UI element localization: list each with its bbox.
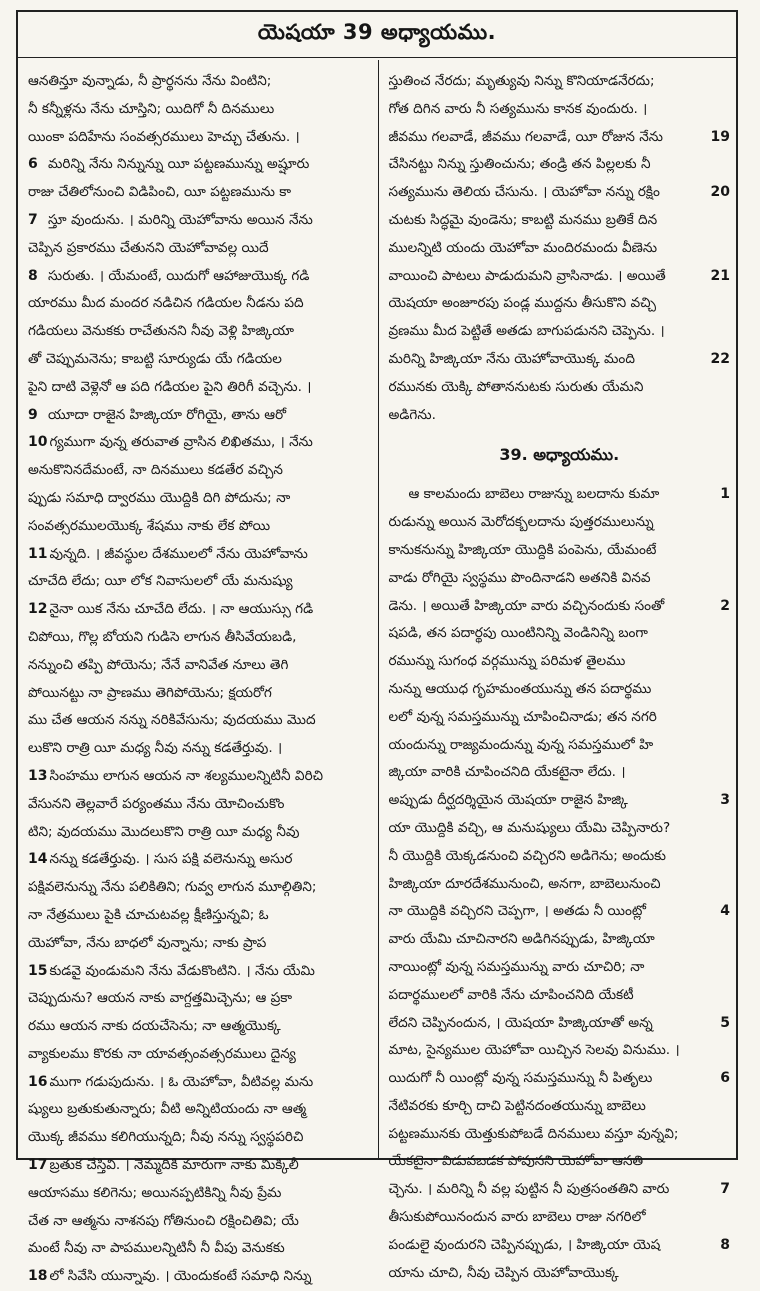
line-text: యెహోవా, నేను బాధలో వున్నాను; నాకు ప్రాప bbox=[28, 934, 267, 951]
text-line bbox=[28, 541, 370, 569]
text-line bbox=[28, 958, 370, 986]
text-line bbox=[389, 263, 731, 291]
line-text: పదార్థములలో వారికి నేను చూపించనిది యేకటీ bbox=[388, 986, 634, 1003]
line-text: చూచేది లేదు; యీ లోక నివాసులలో యే మనుష్యు bbox=[28, 573, 293, 590]
text-columns bbox=[18, 60, 736, 1285]
text-line bbox=[28, 652, 370, 680]
text-line bbox=[28, 235, 370, 263]
line-text: పట్టణమునకు యెత్తుకుపోబడే దినములు వస్తూ వున్నవి; bbox=[388, 1125, 679, 1142]
line-text: కుడవై వుండుమని నేను వేడుకొంటిని. । నేను యేమి bbox=[49, 962, 315, 979]
line-text: వాడు రోగియై స్వస్థము పొందినాడని అతనికి వినవ bbox=[388, 569, 651, 586]
verse-number: 7 bbox=[718, 1176, 730, 1204]
text-line bbox=[389, 1010, 731, 1038]
text-line bbox=[28, 429, 370, 457]
text-line bbox=[28, 290, 370, 318]
line-text: ములన్నిటి యందు యెహోవా మందిరమందు వీణెను bbox=[388, 239, 658, 256]
text-line bbox=[28, 96, 370, 124]
text-line bbox=[389, 1037, 731, 1065]
verse-number: 18 bbox=[28, 1268, 48, 1285]
line-text: నన్ను కడతేర్తువు. । సుస పక్షి వలెనున్ను అసుర bbox=[49, 851, 293, 868]
line-text: నా నేత్రములు పైకి చూచుటవల్ల క్షీణిస్తున్నవి; ఓ bbox=[28, 906, 269, 923]
line-text: యారము మీద మందర నడిచిన గడియల నీడను పది bbox=[28, 295, 304, 312]
verse-number: 9 bbox=[28, 406, 38, 423]
verse-number: 7 bbox=[28, 211, 38, 228]
line-text: చ్చెను. । మరిన్ని నీ వల్ల పుట్టిన నీ పుత్రసంతతిని వారు bbox=[388, 1181, 670, 1198]
text-line bbox=[28, 1180, 370, 1208]
line-text: నా యొద్దికి వచ్చిరని చెప్పగా, । అతడు నీ యింట్లో bbox=[388, 903, 647, 920]
text-line bbox=[28, 179, 370, 207]
line-text: మరిన్ని నేను నిన్నున్ను యీ పట్టణమున్ను అష్షూరు bbox=[48, 156, 310, 173]
line-text: పక్షివలెనున్ను నేను పలికితిని; గువ్వ లాగున మూల్గితిని; bbox=[28, 879, 317, 896]
text-line bbox=[389, 787, 731, 815]
line-text: సత్యమును తెలియ చేసును. । యెహోవా నన్ను రక్షిం bbox=[388, 184, 660, 201]
text-line bbox=[389, 68, 731, 96]
line-text: పండులై వుందురని చెప్పినప్పుడు, । హిజ్కియా యెష bbox=[388, 1236, 661, 1253]
line-text: షపడి, తన పదార్థపు యింటినిన్ని వెండినిన్ని బంగా bbox=[388, 625, 648, 642]
text-line bbox=[389, 1065, 731, 1093]
text-line bbox=[28, 707, 370, 735]
chapter-heading: 39. అధ్యాయము. bbox=[499, 445, 620, 465]
text-line bbox=[28, 791, 370, 819]
verse-number: 6 bbox=[28, 156, 38, 173]
right-bottom-text bbox=[389, 481, 731, 1287]
text-line bbox=[389, 898, 731, 926]
text-line bbox=[28, 485, 370, 513]
text-line bbox=[389, 374, 731, 402]
verse-number: 20 bbox=[709, 179, 730, 207]
line-text: మాట, సైన్యముల యెహోవా యిచ్చిన సెలవు వినుము. । bbox=[388, 1042, 680, 1059]
text-line bbox=[28, 680, 370, 708]
text-line bbox=[28, 846, 370, 874]
line-text: యందున్ను రాజ్యమందున్ను వున్న సమస్తములో హి bbox=[388, 736, 654, 753]
text-line bbox=[389, 346, 731, 374]
line-text: చిపోయి, గొల్ల బోయని గుడిసె లాగున తీసివేయబడి, bbox=[28, 628, 297, 645]
line-text: యూదా రాజైన హిజ్కియా రోగియై, తాను ఆరో bbox=[48, 406, 287, 423]
text-line bbox=[389, 235, 731, 263]
line-text: రము ఆయన నాకు దయచేసెను; నా ఆత్మయొక్క bbox=[28, 1018, 281, 1035]
line-text: రమున్ను సుగంధ వర్గమున్ను పరిమళ తైలము bbox=[388, 653, 626, 670]
text-line bbox=[28, 151, 370, 179]
line-text: గడియలు వెనుకకు రాచేతునని నీవు వెళ్లి హిజ్కియా bbox=[28, 323, 294, 340]
line-text: వ్రణము మీద పెట్టితే అతడు బాగుపడునని చెప్పెను. । bbox=[388, 323, 665, 340]
line-text: తో చెప్పుమనెను; కాబట్టి సూర్యుడు యే గడియల bbox=[28, 350, 282, 367]
text-line bbox=[389, 318, 731, 346]
text-line bbox=[389, 537, 731, 565]
line-text: ముగా గడుపుదును. । ఓ యెహోవా, వీటివల్ల మను bbox=[49, 1073, 314, 1090]
text-line bbox=[28, 985, 370, 1013]
verse-number: 14 bbox=[28, 851, 48, 868]
text-line bbox=[389, 843, 731, 871]
line-text: ఆనతిన్తూ వున్నాడు, నీ ప్రార్థనను నేను వింటిని; bbox=[28, 73, 272, 89]
verse-number: 21 bbox=[709, 263, 730, 291]
line-text: చుటకు సిద్ధమై వుండెను; కాబట్టి మనము బ్రతికే దిన bbox=[388, 211, 658, 228]
text-line bbox=[389, 124, 731, 152]
text-line bbox=[389, 96, 731, 124]
text-line bbox=[28, 1235, 370, 1263]
text-line bbox=[389, 593, 731, 621]
line-text: రాజు చేతిలోనుంచి విడిపించి, యీ పట్టణమును కా bbox=[28, 184, 292, 201]
line-text: చెప్పుదును? ఆయన నాకు వాగ్దత్తమిచ్చెను; ఆ ప్రకా bbox=[28, 990, 293, 1007]
line-text: నీ కన్నీళ్లను నేను చూస్తిని; యిదిగో నీ దినములు bbox=[28, 100, 275, 117]
text-line bbox=[389, 926, 731, 954]
line-text: రమునకు యెక్కి పోతాననుటకు సురుతు యేమని bbox=[388, 378, 644, 395]
text-line bbox=[389, 871, 731, 899]
text-line bbox=[28, 874, 370, 902]
line-text: ప్పుడు సమాధి ద్వారము యొద్దికి దిగి పోదును; నా bbox=[28, 489, 291, 506]
verse-number: 15 bbox=[28, 962, 48, 979]
text-line bbox=[389, 1148, 731, 1176]
line-text: వున్నది. । జీవస్థుల దేశములలో నేను యెహోవాను bbox=[49, 545, 308, 562]
text-line bbox=[389, 982, 731, 1010]
verse-number: 22 bbox=[709, 346, 730, 374]
text-line bbox=[28, 1124, 370, 1152]
line-text: జీవము గలవాడే, జీవము గలవాడే, యీ రోజున నేను bbox=[388, 128, 664, 145]
line-text: మరిన్ని హిజ్కియా నేను యెహోవాయొక్క మంది bbox=[388, 350, 635, 367]
text-line bbox=[28, 1263, 370, 1291]
text-line bbox=[28, 596, 370, 624]
text-line bbox=[389, 481, 731, 509]
line-text: చేత నా ఆత్మను నాశనపు గోతినుంచి రక్షించితివి; యే bbox=[28, 1212, 299, 1229]
line-text: గోత దిగిన వారు నీ సత్యమును కానక వుందురు. । bbox=[388, 100, 648, 117]
text-line bbox=[389, 565, 731, 593]
text-line bbox=[28, 68, 370, 96]
line-text: వారు యేమి చూచినారని అడిగినప్పుడు, హిజ్కియా bbox=[388, 931, 655, 948]
line-text: నున్ను ఆయుధ గృహమంతయున్ను తన పదార్థము bbox=[388, 680, 652, 697]
text-line bbox=[28, 263, 370, 291]
line-text: గ్యముగా వున్న తరువాత వ్రాసిన లిఖితము, । నేను bbox=[49, 434, 313, 451]
page-header bbox=[18, 12, 736, 58]
text-line bbox=[28, 735, 370, 763]
line-text: బ్రతుక చేస్తివి. । నెమ్మదికి మారుగా నాకు మిక్కిలీ bbox=[49, 1157, 299, 1174]
text-line bbox=[389, 402, 731, 430]
line-text: నైనా యిక నేను చూచేది లేదు. । నా ఆయుస్సు గడి bbox=[49, 601, 314, 618]
text-line bbox=[389, 509, 731, 537]
verse-number: 16 bbox=[28, 1073, 48, 1090]
text-line bbox=[28, 457, 370, 485]
line-text: సింహము లాగున ఆయన నా శల్యములన్నిటినీ విరిచి bbox=[49, 767, 324, 784]
verse-number: 13 bbox=[28, 767, 48, 784]
line-text: కానుకనున్ను హిజ్కియా యొద్దికి పంపెను, యేమంటే bbox=[388, 541, 657, 558]
text-line bbox=[389, 1176, 731, 1204]
line-text: రుడున్ను అయిన మెరోదక్బలదాను పుత్తరములున్ను bbox=[388, 514, 654, 531]
text-line bbox=[28, 318, 370, 346]
line-text: హిజ్కియా దూరదేశమునుంచి, అనగా, బాబెలునుంచి bbox=[388, 875, 661, 892]
line-text: యెషయా అంజూరపు పండ్ల ముద్దను తీసుకొని వచ్చి bbox=[388, 295, 657, 312]
line-text: చేసినట్టు నిన్ను స్తుతించును; తండ్రి తన పిల్లలకు నీ bbox=[388, 156, 651, 173]
text-line bbox=[389, 1204, 731, 1232]
text-line bbox=[389, 1093, 731, 1121]
text-line bbox=[28, 1096, 370, 1124]
right-column bbox=[379, 60, 737, 1281]
verse-number: 12 bbox=[28, 601, 48, 618]
line-text: నేటివరకు కూర్చి దాచి పెట్టినదంతయున్ను బాబెలు bbox=[388, 1097, 646, 1114]
verse-number: 6 bbox=[718, 1065, 730, 1093]
verse-number: 3 bbox=[718, 787, 730, 815]
text-line bbox=[28, 568, 370, 596]
verse-number: 17 bbox=[28, 1157, 48, 1174]
text-line bbox=[389, 1232, 731, 1260]
line-text: వేసునని తెల్లవారే పర్యంతము నేను యోచించుకొం bbox=[28, 795, 285, 812]
text-line bbox=[389, 1260, 731, 1288]
line-text: యా యొద్దికి వచ్చి, ఆ మనుష్యులు యేమి చెప్పినారు? bbox=[388, 819, 671, 836]
line-text: పైని దాటి వెళ్లెనో ఆ పది గడియల పైని తిరిగీ వచ్చెను. । bbox=[28, 378, 312, 395]
line-text: టిని; వుదయము మొదలుకొని రాత్రి యీ మధ్య నీవు bbox=[28, 823, 300, 840]
text-line bbox=[389, 648, 731, 676]
line-text: పోయినట్టు నా ప్రాణము తెగిపోయెను; క్షయరోగ bbox=[28, 684, 272, 701]
text-line bbox=[28, 1069, 370, 1097]
line-text: యిదుగో నీ యింట్లో వున్న సమస్తమున్ను నీ పితృలు bbox=[388, 1070, 653, 1087]
text-line bbox=[28, 513, 370, 541]
verse-number: 8 bbox=[718, 1232, 730, 1260]
text-line bbox=[28, 624, 370, 652]
text-line bbox=[28, 124, 370, 152]
text-line bbox=[28, 1208, 370, 1236]
text-line bbox=[28, 763, 370, 791]
line-text: నాయింట్లో వున్న సమస్తమున్ను వారు చూచిరి; నా bbox=[388, 958, 645, 975]
line-text: స్తూ వుందును. । మరిన్ని యెహోవాను అయిన నేను bbox=[48, 211, 313, 228]
line-text: యింకా పదిహేను సంవత్సరములు హెచ్చు చేతును. । bbox=[28, 128, 300, 145]
line-text: అడిగెను. bbox=[388, 406, 436, 423]
text-line bbox=[389, 954, 731, 982]
line-text: మంటే నీవు నా పాపములన్నిటినీ నీ వీపు వెనుకకు bbox=[28, 1240, 285, 1257]
line-text: లేదని చెప్పినందున, । యెషయా హిజ్కియాతో అన్న bbox=[388, 1014, 653, 1031]
line-text: స్తుతించ నేరదు; మృత్యువు నిన్ను కొనియాడనేరదు; bbox=[388, 73, 655, 89]
text-line bbox=[389, 179, 731, 207]
text-line bbox=[28, 819, 370, 847]
page-frame bbox=[16, 10, 738, 1285]
page-title: యెషయా 39 అధ్యాయము. bbox=[257, 19, 497, 44]
text-line bbox=[28, 346, 370, 374]
text-line bbox=[28, 402, 370, 430]
verse-number: 4 bbox=[718, 898, 730, 926]
line-text: ఆ కాలమందు బాబెలు రాజున్ను బలదాను కుమా bbox=[408, 486, 660, 503]
line-text: చెప్పిన ప్రకారము చేతునని యెహోవావల్ల యిదే bbox=[28, 239, 269, 256]
left-column bbox=[18, 60, 378, 1285]
line-text: ము చేత ఆయన నన్ను నరికివేసును; వుదయము మొద bbox=[28, 712, 316, 729]
text-line bbox=[28, 1041, 370, 1069]
line-text: యొక్క జీవము కలిగియున్నది; నీవు నన్ను స్వస్థపరిచి bbox=[28, 1129, 304, 1146]
text-line bbox=[389, 207, 731, 235]
text-line bbox=[389, 704, 731, 732]
text-line bbox=[28, 374, 370, 402]
line-text: యాను చూచి, నీవు చెప్పిన యెహోవాయొక్క bbox=[388, 1264, 619, 1281]
verse-number: 11 bbox=[28, 545, 48, 562]
line-text: అప్పుడు దీర్ఘదర్శియైన యెషయా రాజైన హిజ్కి bbox=[388, 792, 628, 809]
text-line bbox=[28, 902, 370, 930]
line-text: డెను. । అయితే హిజ్కియా వారు వచ్చినందుకు సంతో bbox=[388, 597, 665, 614]
line-text: తీసుకుపోయినందున వారు బాబెలు రాజు నగరిలో bbox=[388, 1209, 646, 1226]
verse-number: 1 bbox=[718, 481, 730, 509]
line-text: వ్యాకులము కొరకు నా యావత్సంవత్సరములు దైన్య bbox=[28, 1045, 296, 1062]
line-text: లలో వున్న సమస్తమున్ను చూపించినాడు; తన నగరి bbox=[388, 708, 657, 725]
verse-number: 19 bbox=[709, 124, 730, 152]
line-text: సంవత్సరములయొక్క శేషము నాకు లేక పోయి bbox=[28, 517, 271, 534]
line-text: నీ యొద్దికి యెక్కడనుంచి వచ్చిరని అడిగెను; అందుకు bbox=[388, 847, 666, 864]
text-line bbox=[28, 1013, 370, 1041]
line-text: ష్యులు బ్రతుకుతున్నారు; వీటి అన్నిటియందు నా ఆత్మ bbox=[28, 1101, 307, 1118]
right-top-text bbox=[389, 68, 731, 429]
line-text: లుకొని రాత్రి యీ మధ్య నీవు నన్ను కడతేర్తువు. । bbox=[28, 740, 283, 757]
text-line bbox=[389, 151, 731, 179]
text-line bbox=[28, 1152, 370, 1180]
text-line bbox=[389, 732, 731, 760]
line-text: జ్కియా వారికి చూపించనిది యేకటైనా లేదు. । bbox=[388, 764, 626, 781]
verse-number: 10 bbox=[28, 434, 48, 451]
line-text: లో సివేసి యున్నావు. । యెందుకంటే సమాధి నిన్ను bbox=[49, 1268, 312, 1285]
text-line bbox=[389, 620, 731, 648]
text-line bbox=[389, 290, 731, 318]
line-text: అనుకొనినదేమంటే, నా దినములు కడతేర వచ్చిన bbox=[28, 462, 283, 479]
verse-number: 5 bbox=[718, 1010, 730, 1038]
text-line bbox=[28, 207, 370, 235]
line-text: ఆయాసము కలిగెను; అయినప్పటికిన్ని నీవు ప్రేమ bbox=[28, 1184, 282, 1201]
line-text: నన్నుంచి తప్పి పోయెను; నేనే వానివేత నూలు తెగి bbox=[28, 656, 289, 673]
verse-number: 8 bbox=[28, 267, 38, 284]
text-line bbox=[389, 815, 731, 843]
verse-number: 2 bbox=[718, 593, 730, 621]
line-text: వాయించి పాటలు పాడుదుమని వ్రాసినాడు. । అయితే bbox=[388, 267, 666, 284]
text-line bbox=[28, 930, 370, 958]
line-text: సురుతు. । యేమంటే, యిదుగో ఆహాజుయొక్క గడి bbox=[48, 267, 310, 284]
text-line bbox=[389, 759, 731, 787]
text-line bbox=[389, 676, 731, 704]
line-text: యేకటైనా విడువబడక పోవునని యెహోవా ఆనతి bbox=[388, 1153, 644, 1170]
text-line bbox=[389, 1121, 731, 1149]
